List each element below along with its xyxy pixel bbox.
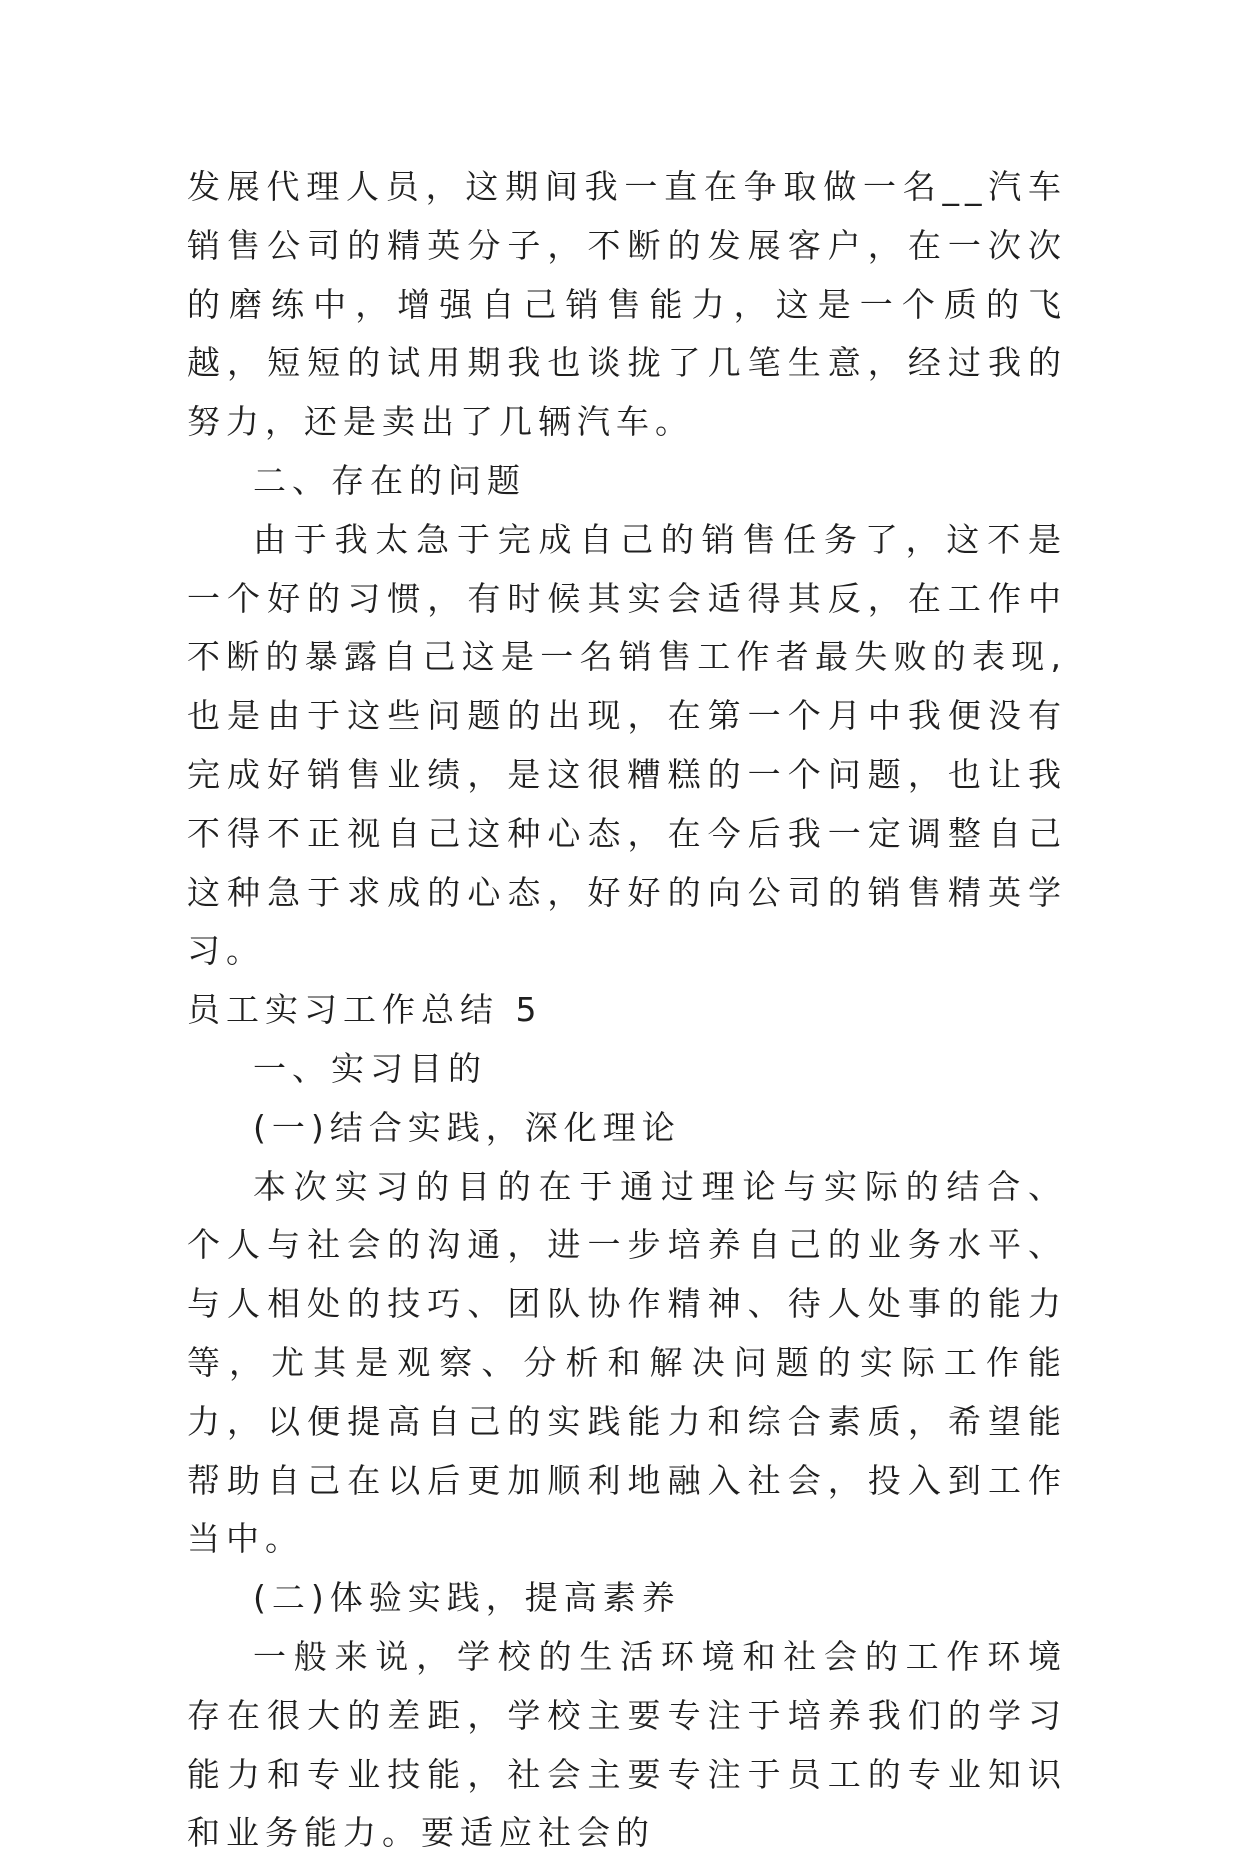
heading-existing-problems: 二、存在的问题 [253,460,526,500]
section-title-summary-5: 员工实习工作总结 5 [187,990,543,1030]
paragraph-environment: 一般来说，学校的生活环境和社会的工作环境存在很大的差距，学校主要专注于培养我们的学习能力和专业技能，社会主要专注于员工的专业知识和业务能力。要适应社会的 [187,1636,1067,1853]
paragraph-purpose: 本次实习的目的在于通过理论与实际的结合、个人与社会的沟通，进一步培养自己的业务水平、与人相处的技巧、团队协作精神、待人处事的能力等，尤其是观察、分析和解决问题的实际工作能力，以便提高自己的实践能力和综合素质，希望能帮助自己在以后更加顺利地融入社会，投入到工作当中。 [187,1166,1067,1559]
paragraph-sales-experience: 发展代理人员，这期间我一直在争取做一名__汽车销售公司的精英分子，不断的发展客户，在一次次的磨练中，增强自己销售能力，这是一个质的飞越，短短的试用期我也谈拢了几笔生意，经过我的努力，还是卖出了几辆汽车。 [187,167,1067,442]
paragraph-problems: 由于我太急于完成自己的销售任务了，这不是一个好的习惯，有时候其实会适得其反，在工作中不断的暴露自己这是一名销售工作者最失败的表现,也是由于这些问题的出现，在第一个月中我便没有完成好销售业绩，是这很糟糕的一个问题，也让我不得不正视自己这种心态，在今后我一定调整自己这种急于求成的心态，好好的向公司的销售精英学习。 [187,519,1067,971]
subheading-experience-practice: (二)体验实践，提高素养 [253,1578,681,1618]
document-body [187,158,1067,1863]
heading-internship-purpose: 一、实习目的 [253,1048,487,1088]
subheading-combine-practice: (一)结合实践，深化理论 [253,1107,681,1147]
